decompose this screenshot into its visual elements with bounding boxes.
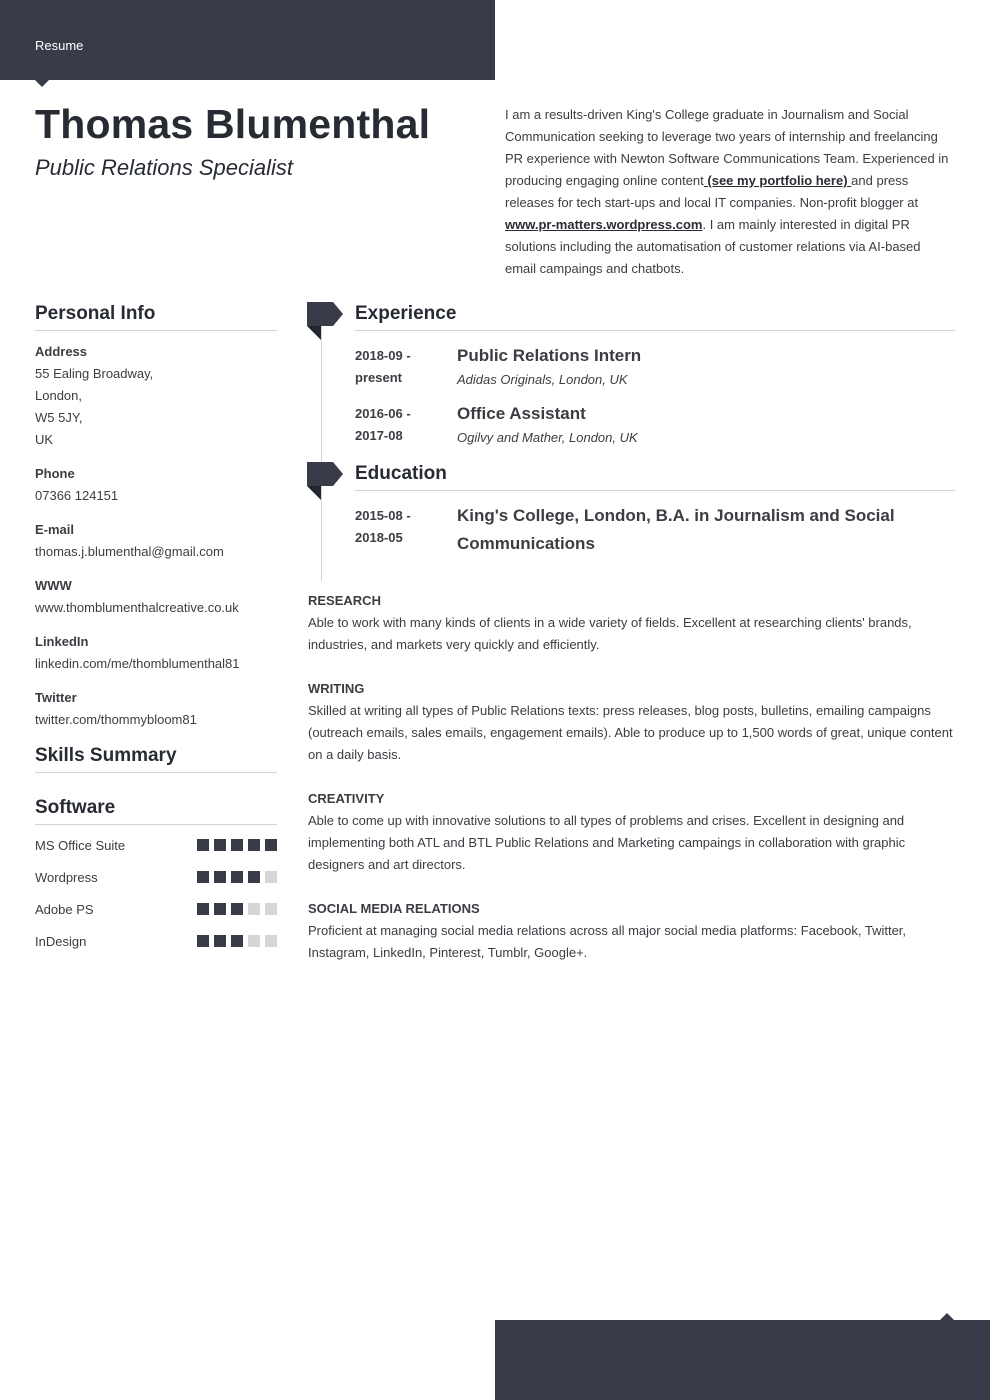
date-end: 2017-08 (355, 428, 403, 443)
job-company: Ogilvy and Mather, London, UK (457, 430, 638, 445)
software-item (35, 861, 277, 893)
software-name: MS Office Suite (35, 837, 126, 853)
date-start: 2018-09 - (355, 348, 411, 363)
date-end: present (355, 370, 402, 385)
address-line: London, (35, 388, 82, 403)
skill-block (308, 590, 958, 656)
experience-entry (355, 345, 955, 393)
education-heading: Education (355, 463, 955, 491)
experience-entry (355, 403, 955, 451)
date-start: 2015-08 - (355, 508, 411, 523)
footer-band (495, 1320, 990, 1400)
level-dot-empty (248, 935, 260, 947)
www-value[interactable]: www.thomblumenthalcreative.co.uk (35, 600, 239, 615)
software-item (35, 893, 277, 925)
header-band (0, 0, 495, 80)
skill-level-meter (197, 839, 277, 851)
summary-text-2: and press releases for tech start-ups and local IT companies. Non-profit blogger at (505, 173, 919, 210)
skills-summary-heading: Skills Summary (35, 745, 277, 773)
software-item (35, 925, 277, 957)
skill-title: WRITING (308, 681, 365, 696)
twitter-value[interactable]: twitter.com/thommybloom81 (35, 712, 197, 727)
level-dot-filled (248, 871, 260, 883)
phone-value: 07366 124151 (35, 488, 119, 503)
candidate-role: Public Relations Specialist (35, 155, 294, 180)
skill-description: Able to come up with innovative solutions to all types of problems and crises. Excellent in designing and implementing both ATL and BTL Public Relations and Marketing campaings in collaboration with graphic designers and art directors. (308, 813, 906, 872)
skill-title: SOCIAL MEDIA RELATIONS (308, 901, 480, 916)
address-line: UK (35, 432, 54, 447)
job-company: Adidas Originals, London, UK (457, 372, 628, 387)
level-dot-filled (197, 935, 209, 947)
summary-text-1: I am a results-driven King's College graduate in Journalism and Social Communication seeking to leverage two years of internship and freelancing PR experience with Newton Software Communications Team. Experienced in producing engaging online content (505, 107, 949, 188)
level-dot-empty (265, 903, 277, 915)
flag-icon (307, 462, 343, 500)
software-list (35, 829, 277, 957)
www-label: WWW (35, 578, 72, 593)
personal-info-heading: Personal Info (35, 303, 277, 331)
entry-date (355, 505, 457, 558)
software-heading: Software (35, 797, 277, 825)
date-end: 2018-05 (355, 530, 403, 545)
portfolio-link[interactable]: (see my portfolio here) (703, 173, 852, 188)
entry-date (355, 403, 457, 451)
linkedin-value[interactable]: linkedin.com/me/thomblumenthal81 (35, 656, 240, 671)
level-dot-filled (248, 839, 260, 851)
skill-description: Skilled at writing all types of Public Relations texts: press releases, blog posts, bulletins, emailing campaigns (outreach emails, sales emails, engagement emails). Able to produce up to 1,500 words of great, unique content on a daily basis. (308, 703, 953, 762)
level-dot-empty (248, 903, 260, 915)
level-dot-filled (231, 903, 243, 915)
job-title: Office Assistant (457, 404, 586, 423)
timeline-line (321, 326, 322, 581)
skill-level-meter (197, 935, 277, 947)
level-dot-filled (197, 903, 209, 915)
level-dot-filled (214, 935, 226, 947)
skill-block (308, 788, 958, 876)
software-item (35, 829, 277, 861)
degree-title: King's College, London, B.A. in Journalism and Social Communications (457, 506, 895, 553)
level-dot-filled (197, 839, 209, 851)
email-label: E-mail (35, 522, 75, 537)
entry-date (355, 345, 457, 393)
software-name: InDesign (35, 933, 87, 949)
skill-title: RESEARCH (308, 593, 381, 608)
job-title: Public Relations Intern (457, 346, 642, 365)
level-dot-filled (231, 935, 243, 947)
skill-description: Proficient at managing social media relations across all major social media platforms: Facebook, Twitter, Instagram, LinkedIn, Pinterest, Tumblr, Google+. (308, 923, 907, 960)
phone-label: Phone (35, 466, 75, 481)
skill-block (308, 678, 958, 766)
linkedin-label: LinkedIn (35, 634, 89, 649)
email-value[interactable]: thomas.j.blumenthal@gmail.com (35, 544, 224, 559)
header-label: Resume (35, 38, 84, 53)
address-label: Address (35, 344, 88, 359)
level-dot-filled (214, 839, 226, 851)
skill-level-meter (197, 871, 277, 883)
level-dot-filled (214, 903, 226, 915)
skill-block (308, 898, 958, 964)
education-entry (355, 505, 955, 558)
level-dot-filled (231, 871, 243, 883)
skill-title: CREATIVITY (308, 791, 385, 806)
candidate-name: Thomas Blumenthal (35, 101, 431, 147)
profile-summary (505, 104, 955, 280)
level-dot-filled (231, 839, 243, 851)
software-name: Adobe PS (35, 901, 94, 917)
level-dot-empty (265, 935, 277, 947)
flag-icon (307, 302, 343, 340)
left-column (35, 303, 277, 957)
footer-notch (940, 1313, 954, 1320)
header-notch (35, 80, 49, 87)
software-name: Wordpress (35, 869, 98, 885)
skill-description: Able to work with many kinds of clients in a wide variety of fields. Excellent at researching clients' brands, industries, and markets very quickly and efficiently. (308, 615, 912, 652)
twitter-label: Twitter (35, 690, 77, 705)
level-dot-empty (265, 871, 277, 883)
experience-heading: Experience (355, 303, 955, 331)
blog-link[interactable]: www.pr-matters.wordpress.com (505, 217, 703, 232)
level-dot-filled (197, 871, 209, 883)
address-line: W5 5JY, (35, 410, 83, 425)
date-start: 2016-06 - (355, 406, 411, 421)
address-line: 55 Ealing Broadway, (35, 366, 154, 381)
level-dot-filled (265, 839, 277, 851)
skill-level-meter (197, 903, 277, 915)
level-dot-filled (214, 871, 226, 883)
summary-text-3: . I am mainly interested in digital PR solutions including the automatisation of customer relations via AI-based email campaings and chatbots. (505, 217, 921, 276)
